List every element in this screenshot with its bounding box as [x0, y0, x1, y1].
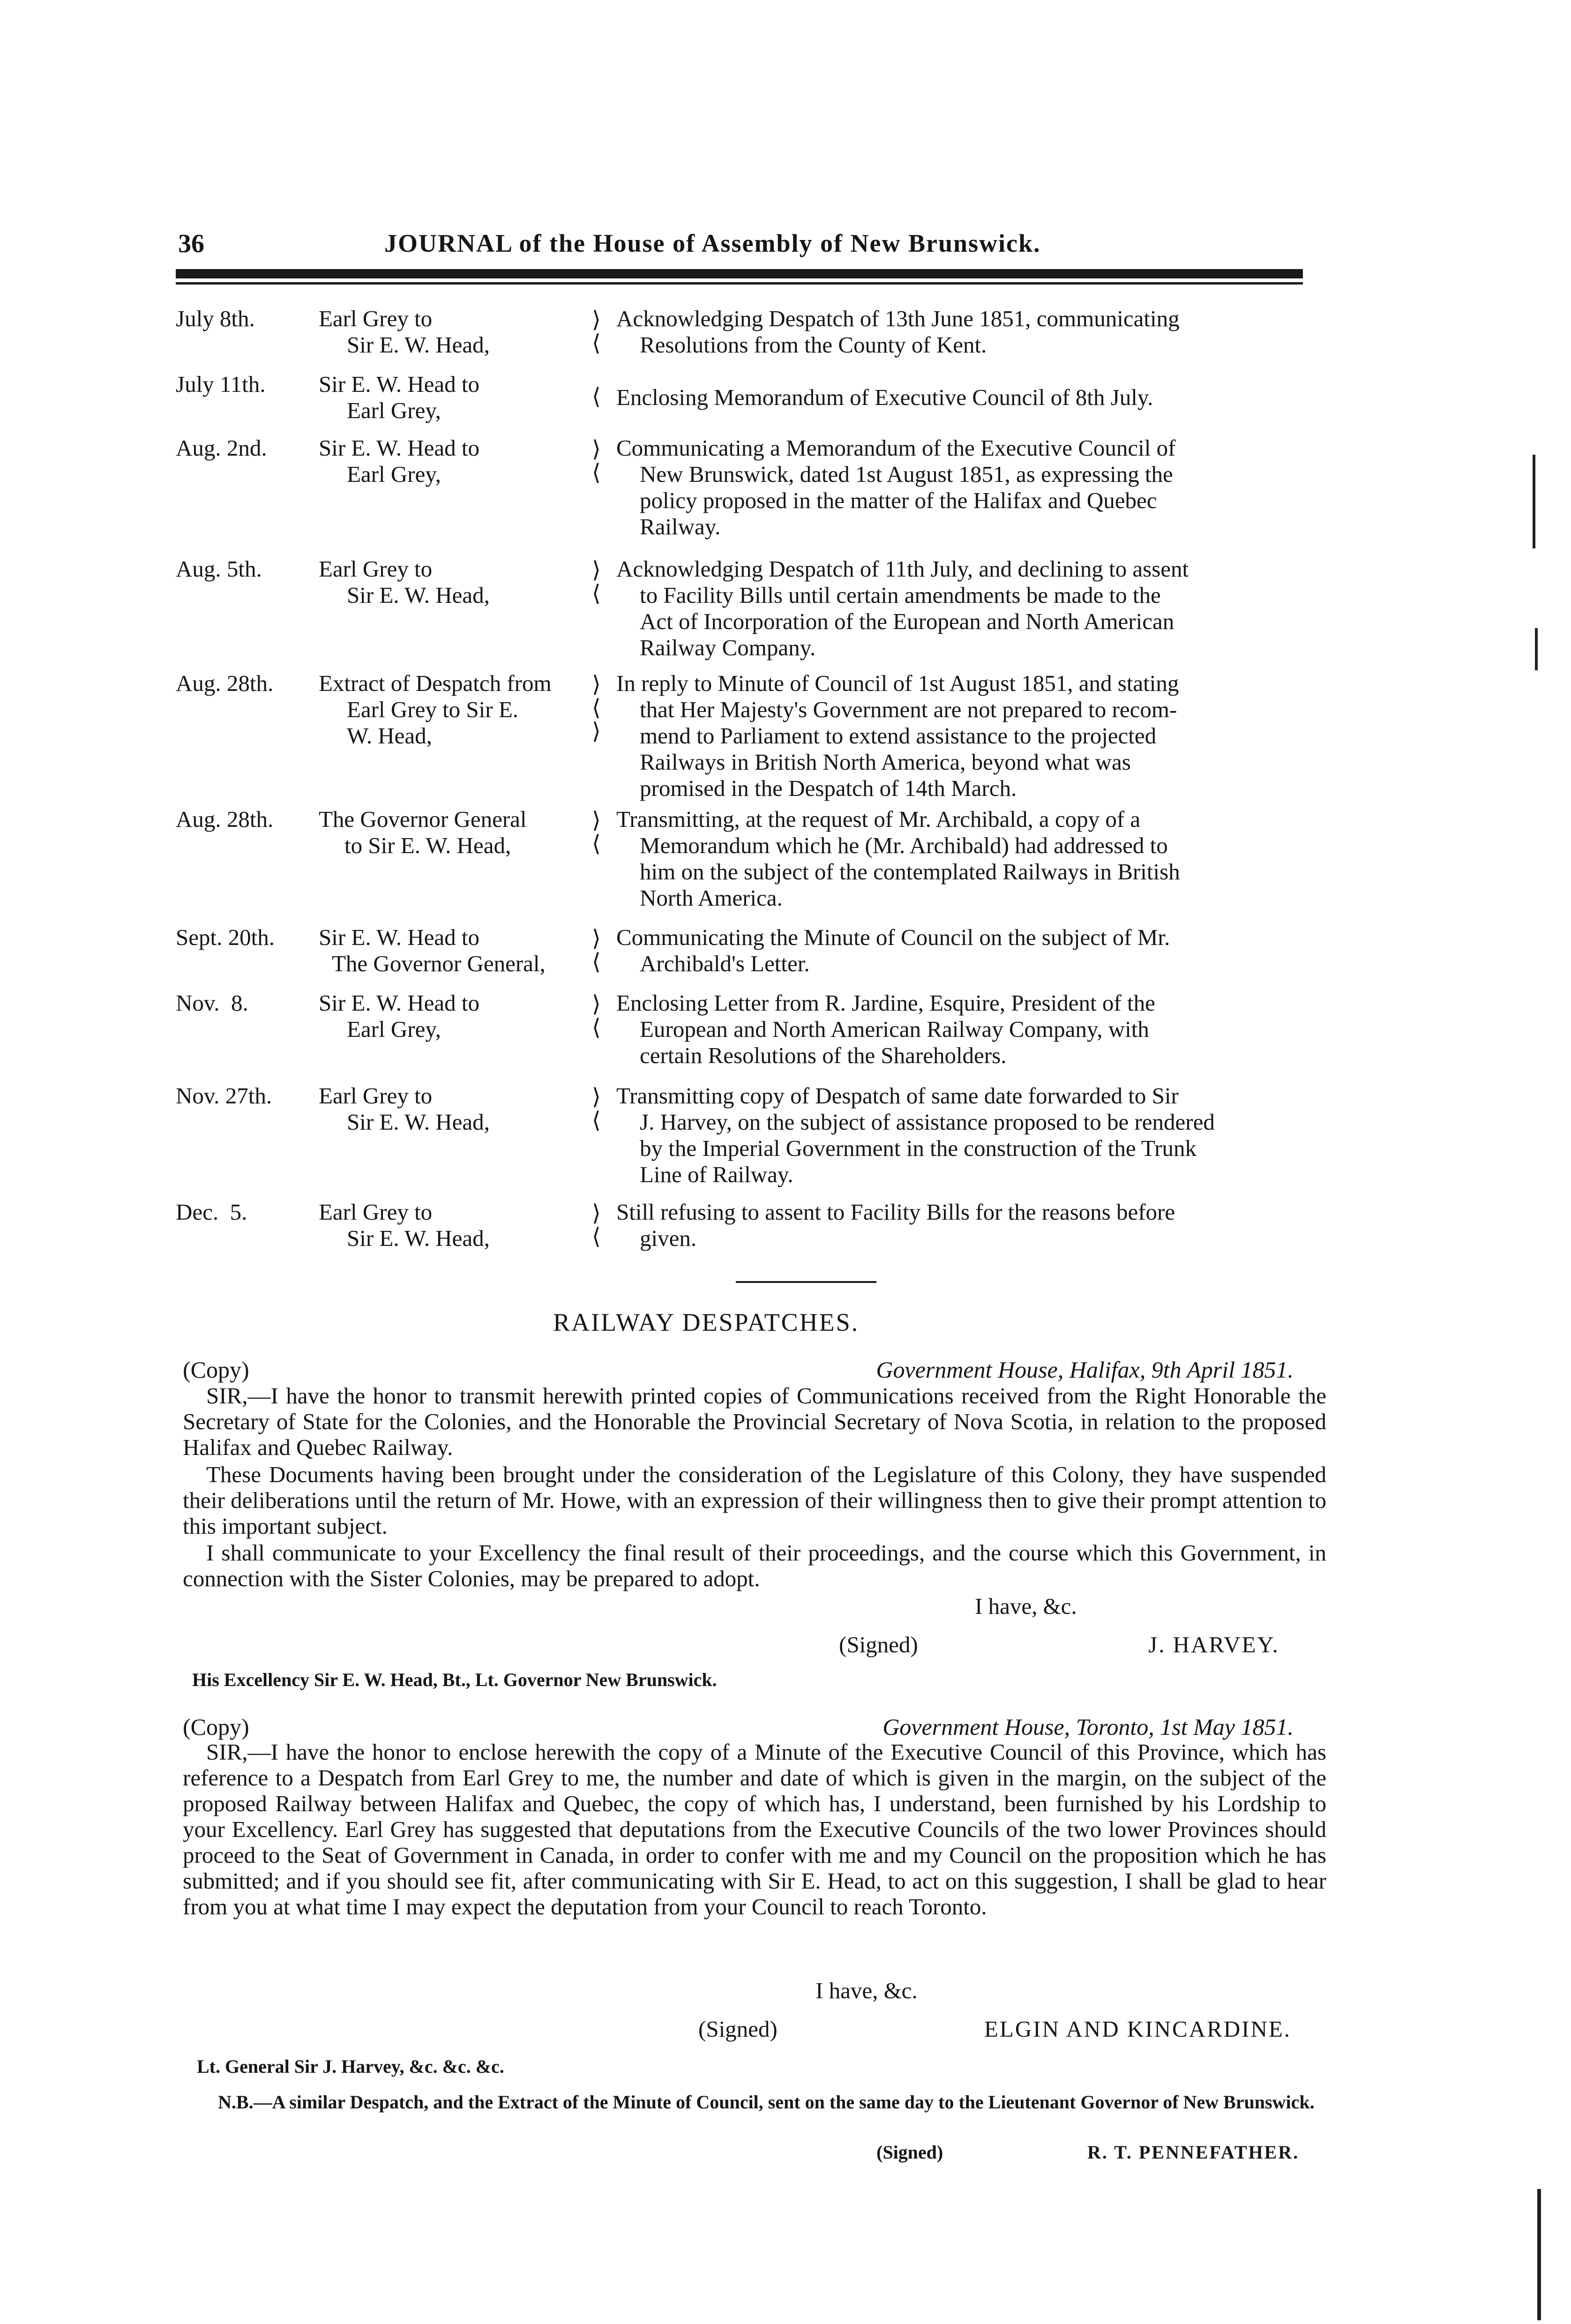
letter-closing: I have, &c. [815, 1978, 918, 2003]
letter-2-paragraph: SIR,—I have the honor to enclose herewith the copy of a Minute of the Executive Council of this Province, which has reference to a Despatch from Earl Grey to me, the number and date of which is given in the margin, on the subject of the proposed Railway between Halifax and Quebec, the copy of which has, I understand, been furnished by his Lordship to your Excellency. Earl Grey has suggested that deputations from the Executive Councils of the two lower Provinces should proceed to the Seat of Government in Canada, in order to confer with me and my Council on the proposition which he has submitted; and if you should see fit, after communicating with Sir E. Head, to act on this suggestion, I shall be glad to hear from you at what time I may expect the deputation from your Council to reach Toronto. [183, 1739, 1326, 1919]
note-text: N.B.—A similar Despatch, and the Extract of the Minute of Council, sent on the same day to the Lieutenant Governor of New Brunswick. [218, 2092, 1315, 2113]
brace-icon: ⟩ ⟨ [592, 437, 601, 485]
despatch-summary: Enclosing Letter from R. Jardine, Esquire, President of the European and North American Railway Company, with certain Resolutions of the Shareholders. [616, 990, 1155, 1068]
brace-icon: ⟩ ⟨ [592, 808, 601, 856]
page-number: 36 [178, 229, 204, 258]
despatch-summary: Transmitting copy of Despatch of same date forwarded to Sir J. Harvey, on the subject of assistance proposed to be rendered by the Imperial Government in the construction of the Trunk Line of Railway. [616, 1083, 1215, 1187]
letter-dateline: Government House, Toronto, 1st May 1851. [883, 1714, 1294, 1740]
letter-1-paragraph: SIR,—I have the honor to transmit herewith printed copies of Communications received from the Right Honorable the Secretary of State for the Colonies, and the Honorable the Provincial Secretary of Nova Scotia, in relation to the proposed Halifax and Quebec Railway. [183, 1383, 1326, 1460]
despatch-date: Dec. 5. [176, 1199, 247, 1225]
margin-mark [1537, 2189, 1541, 2320]
despatch-correspondents: Earl Grey to Sir E. W. Head, [319, 556, 490, 608]
despatch-date: Aug. 5th. [176, 556, 262, 582]
despatch-correspondents: Earl Grey to Sir E. W. Head, [319, 306, 490, 358]
despatch-summary: Communicating the Minute of Council on the subject of Mr. Archibald's Letter. [616, 924, 1170, 976]
section-title: RAILWAY DESPATCHES. [553, 1308, 860, 1336]
despatch-correspondents: Sir E. W. Head to Earl Grey, [319, 435, 479, 487]
margin-mark [1535, 628, 1538, 670]
despatch-date: Sept. 20th. [176, 924, 275, 950]
signatory: ELGIN AND KINCARDINE. [984, 2016, 1292, 2042]
brace-icon: ⟩ ⟨ [592, 307, 601, 356]
letter-1-heading [183, 1356, 1322, 1384]
despatch-date: July 11th. [176, 371, 266, 397]
header-rule-thin [176, 282, 1303, 285]
despatch-summary: In reply to Minute of Council of 1st August 1851, and stating that Her Majesty's Government are not prepared to recom- mend to Parliament to extend assistance to the projected Railways in British North America, beyond what was promised in the Despatch of 14th March. [616, 670, 1179, 801]
despatch-date: Nov. 8. [176, 990, 248, 1016]
despatch-correspondents: Earl Grey to Sir E. W. Head, [319, 1199, 490, 1251]
brace-icon: ⟩ ⟨ [592, 1085, 601, 1133]
despatch-summary: Acknowledging Despatch of 13th June 1851, communicating Resolutions from the County of Kent. [616, 306, 1180, 358]
despatch-correspondents: Sir E. W. Head to Earl Grey, [319, 371, 479, 423]
letter-1-paragraph: I shall communicate to your Excellency the final result of their proceedings, and the course which this Government, in connection with the Sister Colonies, may be prepared to adopt. [183, 1540, 1326, 1591]
despatch-date: Aug. 28th. [176, 670, 274, 696]
despatch-correspondents: The Governor General to Sir E. W. Head, [319, 806, 527, 858]
despatch-summary: Communicating a Memorandum of the Executive Council of New Brunswick, dated 1st August 1851, as expressing the policy proposed in the matter of the Halifax and Quebec Railway. [616, 435, 1176, 540]
signatory: J. HARVEY. [1148, 1632, 1279, 1657]
section-divider [736, 1281, 876, 1283]
brace-icon: ⟩ ⟨ ⟩ [592, 672, 601, 744]
letter-closing: I have, &c. [975, 1593, 1077, 1619]
despatch-date: Nov. 27th. [176, 1083, 272, 1109]
header-rule-thick [176, 269, 1303, 278]
page-header [178, 219, 1303, 276]
despatch-date: Aug. 2nd. [176, 435, 267, 461]
letter-dateline: Government House, Halifax, 9th April 1851. [876, 1357, 1294, 1383]
letter-addressee: His Excellency Sir E. W. Head, Bt., Lt. Governor New Brunswick. [192, 1669, 717, 1690]
despatch-date: Aug. 28th. [176, 806, 274, 832]
despatch-correspondents: Sir E. W. Head to Earl Grey, [319, 990, 479, 1042]
letter-2-heading [183, 1713, 1322, 1741]
brace-icon: ⟩ ⟨ [592, 926, 601, 975]
brace-icon: ⟨ [592, 384, 601, 409]
despatch-correspondents: Extract of Despatch from Earl Grey to Sir E. W. Head, [319, 670, 552, 749]
copy-label: (Copy) [183, 1714, 249, 1740]
despatch-summary: Acknowledging Despatch of 11th July, and declining to assent to Facility Bills until certain amendments be made to the Act of Incorporation of the European and North American Railway Company. [616, 556, 1189, 660]
despatch-summary: Still refusing to assent to Facility Bills for the reasons before given. [616, 1199, 1175, 1251]
despatch-date: July 8th. [176, 306, 255, 331]
brace-icon: ⟩ ⟨ [592, 1201, 601, 1249]
note-signatory: R. T. PENNEFATHER. [1087, 2142, 1300, 2163]
despatch-summary: Transmitting, at the request of Mr. Archibald, a copy of a Memorandum which he (Mr. Archibald) had addressed to him on the subject of the contemplated Railways in British North America. [616, 806, 1180, 911]
despatch-correspondents: Earl Grey to Sir E. W. Head, [319, 1083, 490, 1135]
note-signed-label: (Signed) [876, 2142, 943, 2163]
letter-1-paragraph: These Documents having been brought under the consideration of the Legislature of this Colony, they have suspended their deliberations until the return of Mr. Howe, with an expression of their willingness then to give their prompt attention to this important subject. [183, 1462, 1326, 1539]
running-title: JOURNAL of the House of Assembly of New Brunswick. [384, 229, 1041, 257]
letter-addressee: Lt. General Sir J. Harvey, &c. &c. &c. [197, 2056, 504, 2077]
despatch-summary: Enclosing Memorandum of Executive Council of 8th July. [616, 384, 1153, 410]
brace-icon: ⟩ ⟨ [592, 558, 601, 606]
copy-label: (Copy) [183, 1357, 249, 1383]
margin-mark [1533, 455, 1535, 548]
signed-label: (Signed) [698, 2016, 778, 2042]
signed-label: (Signed) [839, 1632, 918, 1657]
despatch-correspondents: Sir E. W. Head to The Governor General, [319, 924, 546, 976]
brace-icon: ⟩ ⟨ [592, 992, 601, 1040]
